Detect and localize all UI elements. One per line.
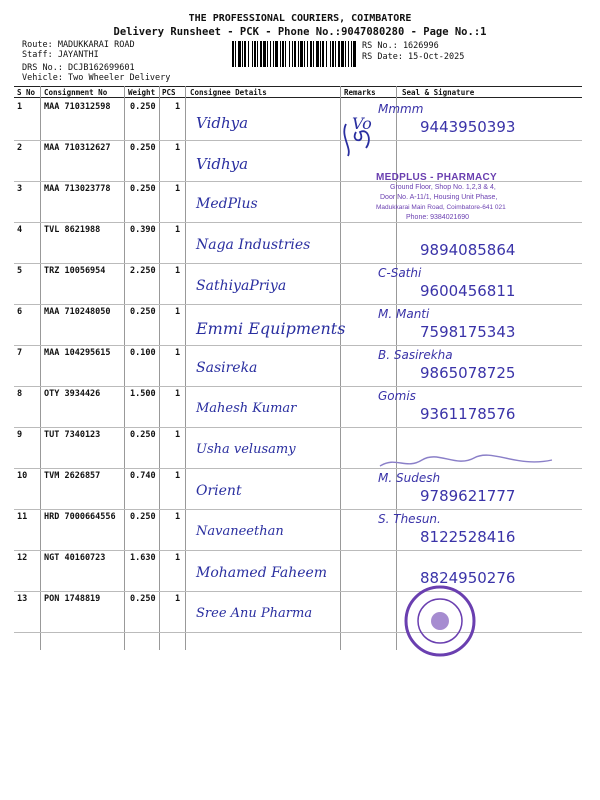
row-signature: B. Sasirekha bbox=[378, 348, 453, 362]
row-sno: 9 bbox=[17, 430, 23, 440]
row-pcs: 1 bbox=[175, 184, 181, 194]
row-pcs: 1 bbox=[175, 143, 181, 153]
row-phone-handwritten: 9361178576 bbox=[420, 405, 516, 423]
row-sno: 10 bbox=[17, 471, 28, 481]
row-consignment-no: TVM 2626857 bbox=[44, 471, 101, 481]
row-phone-handwritten: 9600456811 bbox=[420, 282, 516, 300]
row-consignee-handwritten: MedPlus bbox=[196, 196, 258, 212]
row-remark: Vo bbox=[352, 114, 372, 133]
row-divider bbox=[14, 386, 582, 387]
col-sno: S No bbox=[17, 88, 36, 97]
row-pcs: 1 bbox=[175, 553, 181, 563]
row-phone-handwritten: 9894085864 bbox=[420, 241, 516, 259]
row-sno: 12 bbox=[17, 553, 28, 563]
remark-scribble-image bbox=[338, 118, 378, 160]
row-divider bbox=[14, 591, 582, 592]
row-consignee-handwritten: Usha velusamy bbox=[196, 442, 296, 457]
round-seal-image bbox=[402, 583, 478, 659]
row-consignment-no: MAA 710312627 bbox=[44, 143, 111, 153]
row-pcs: 1 bbox=[175, 430, 181, 440]
staff-label: Staff: JAYANTHI bbox=[22, 50, 99, 60]
row-consignment-no: MAA 710248050 bbox=[44, 307, 111, 317]
row-consignee-handwritten: Naga Industries bbox=[196, 237, 311, 253]
stamp-line: Ground Floor, Shop No. 1,2,3 & 4, bbox=[390, 184, 496, 191]
row-consignment-no: OTY 3934426 bbox=[44, 389, 101, 399]
col-remarks: Remarks bbox=[344, 88, 376, 97]
row-consignment-no: PON 1748819 bbox=[44, 594, 101, 604]
rs-date: RS Date: 15-Oct-2025 bbox=[362, 52, 465, 62]
row-consignee-handwritten: Sree Anu Pharma bbox=[196, 606, 313, 621]
row-sno: 3 bbox=[17, 184, 23, 194]
row-weight: 0.250 bbox=[130, 307, 156, 317]
row-signature: Gomis bbox=[378, 389, 416, 403]
row-sno: 11 bbox=[17, 512, 28, 522]
row-pcs: 1 bbox=[175, 389, 181, 399]
row-pcs: 1 bbox=[175, 266, 181, 276]
row-pcs: 1 bbox=[175, 594, 181, 604]
row-weight: 0.740 bbox=[130, 471, 156, 481]
row-weight: 2.250 bbox=[130, 266, 156, 276]
row-weight: 0.250 bbox=[130, 184, 156, 194]
company-title: THE PROFESSIONAL COURIERS, COIMBATORE bbox=[188, 13, 412, 24]
row-divider bbox=[14, 140, 582, 141]
col-divider bbox=[396, 86, 397, 650]
row-pcs: 1 bbox=[175, 512, 181, 522]
row-weight: 0.250 bbox=[130, 430, 156, 440]
row-weight: 0.250 bbox=[130, 102, 156, 112]
row-pcs: 1 bbox=[175, 102, 181, 112]
row-sno: 4 bbox=[17, 225, 23, 235]
row-consignment-no: NGT 40160723 bbox=[44, 553, 106, 563]
row-weight: 1.500 bbox=[130, 389, 156, 399]
row-pcs: 1 bbox=[175, 348, 181, 358]
table-header-rule bbox=[14, 97, 582, 98]
row-consignee-handwritten: Navaneethan bbox=[196, 524, 284, 539]
row-signature: M. Sudesh bbox=[378, 471, 441, 485]
runsheet-subtitle: Delivery Runsheet - PCK - Phone No.:9047080280 - Page No.:1 bbox=[113, 26, 487, 38]
row-pcs: 1 bbox=[175, 225, 181, 235]
col-seal-signature: Seal & Signature bbox=[402, 88, 475, 97]
row-consignment-no: MAA 713023778 bbox=[44, 184, 111, 194]
col-pcs: PCS bbox=[162, 88, 176, 97]
signature-scribble-image bbox=[376, 452, 556, 474]
row-phone-handwritten: 9865078725 bbox=[420, 364, 516, 382]
stamp-line: Phone: 9384021690 bbox=[406, 214, 470, 221]
col-divider bbox=[340, 86, 341, 650]
row-divider bbox=[14, 509, 582, 510]
col-divider bbox=[124, 86, 125, 650]
drs-number: DRS No.: DCJB162699601 bbox=[22, 63, 135, 73]
row-phone-handwritten: 8824950276 bbox=[420, 569, 516, 587]
col-consignment: Consignment No bbox=[44, 88, 108, 97]
row-sno: 2 bbox=[17, 143, 23, 153]
row-sno: 7 bbox=[17, 348, 23, 358]
medplus-stamp bbox=[376, 172, 586, 223]
barcode-image bbox=[232, 41, 358, 67]
row-sno: 13 bbox=[17, 594, 28, 604]
row-weight: 1.630 bbox=[130, 553, 156, 563]
row-consignee-handwritten: Orient bbox=[196, 483, 242, 499]
row-consignee-handwritten: SathiyaPriya bbox=[196, 278, 287, 294]
row-consignment-no: HRD 7000664556 bbox=[44, 512, 116, 522]
stamp-line: Madukkarai Main Road, Coimbatore-641 021 bbox=[376, 204, 506, 211]
row-divider bbox=[14, 263, 582, 264]
col-divider bbox=[40, 86, 41, 650]
row-consignee-handwritten: Mahesh Kumar bbox=[196, 401, 297, 416]
row-consignment-no: TUT 7340123 bbox=[44, 430, 101, 440]
route-label: Route: MADUKKARAI ROAD bbox=[22, 40, 135, 50]
row-consignment-no: TRZ 10056954 bbox=[44, 266, 106, 276]
row-divider bbox=[14, 304, 582, 305]
row-signature: S. Thesun. bbox=[378, 512, 441, 526]
row-weight: 0.100 bbox=[130, 348, 156, 358]
row-divider bbox=[14, 632, 582, 633]
table-top-rule bbox=[14, 86, 582, 87]
row-consignment-no: MAA 710312598 bbox=[44, 102, 111, 112]
row-consignee-handwritten: Emmi Equipments bbox=[196, 319, 346, 338]
row-signature: Mmmm bbox=[378, 102, 424, 116]
col-weight: Weight bbox=[128, 88, 156, 97]
row-consignment-no: MAA 104295615 bbox=[44, 348, 111, 358]
row-pcs: 1 bbox=[175, 307, 181, 317]
row-pcs: 1 bbox=[175, 471, 181, 481]
rs-number: RS No.: 1626996 bbox=[362, 41, 439, 51]
row-signature: C-Sathi bbox=[378, 266, 422, 280]
row-sno: 6 bbox=[17, 307, 23, 317]
row-consignee-handwritten: Vidhya bbox=[196, 114, 249, 132]
row-sno: 1 bbox=[17, 102, 23, 112]
row-consignee-handwritten: Sasireka bbox=[196, 360, 258, 376]
row-signature: M. Manti bbox=[378, 307, 430, 321]
col-consignee: Consignee Details bbox=[190, 88, 267, 97]
row-divider bbox=[14, 550, 582, 551]
row-consignment-no: TVL 8621988 bbox=[44, 225, 101, 235]
row-divider bbox=[14, 427, 582, 428]
row-sno: 5 bbox=[17, 266, 23, 276]
row-weight: 0.390 bbox=[130, 225, 156, 235]
row-phone-handwritten: 9789621777 bbox=[420, 487, 516, 505]
row-consignee-handwritten: Vidhya bbox=[196, 155, 249, 173]
vehicle-label: Vehicle: Two Wheeler Delivery bbox=[22, 73, 171, 83]
row-phone-handwritten: 7598175343 bbox=[420, 323, 516, 341]
col-divider bbox=[159, 86, 160, 650]
row-weight: 0.250 bbox=[130, 512, 156, 522]
row-phone-handwritten: 9443950393 bbox=[420, 118, 516, 136]
row-sno: 8 bbox=[17, 389, 23, 399]
stamp-line: Door No. A-11/1, Housing Unit Phase, bbox=[380, 194, 498, 201]
row-consignee-handwritten: Mohamed Faheem bbox=[196, 565, 328, 581]
row-phone-handwritten: 8122528416 bbox=[420, 528, 516, 546]
stamp-title: MEDPLUS - PHARMACY bbox=[376, 172, 497, 183]
row-weight: 0.250 bbox=[130, 594, 156, 604]
col-divider bbox=[185, 86, 186, 650]
row-weight: 0.250 bbox=[130, 143, 156, 153]
row-divider bbox=[14, 345, 582, 346]
